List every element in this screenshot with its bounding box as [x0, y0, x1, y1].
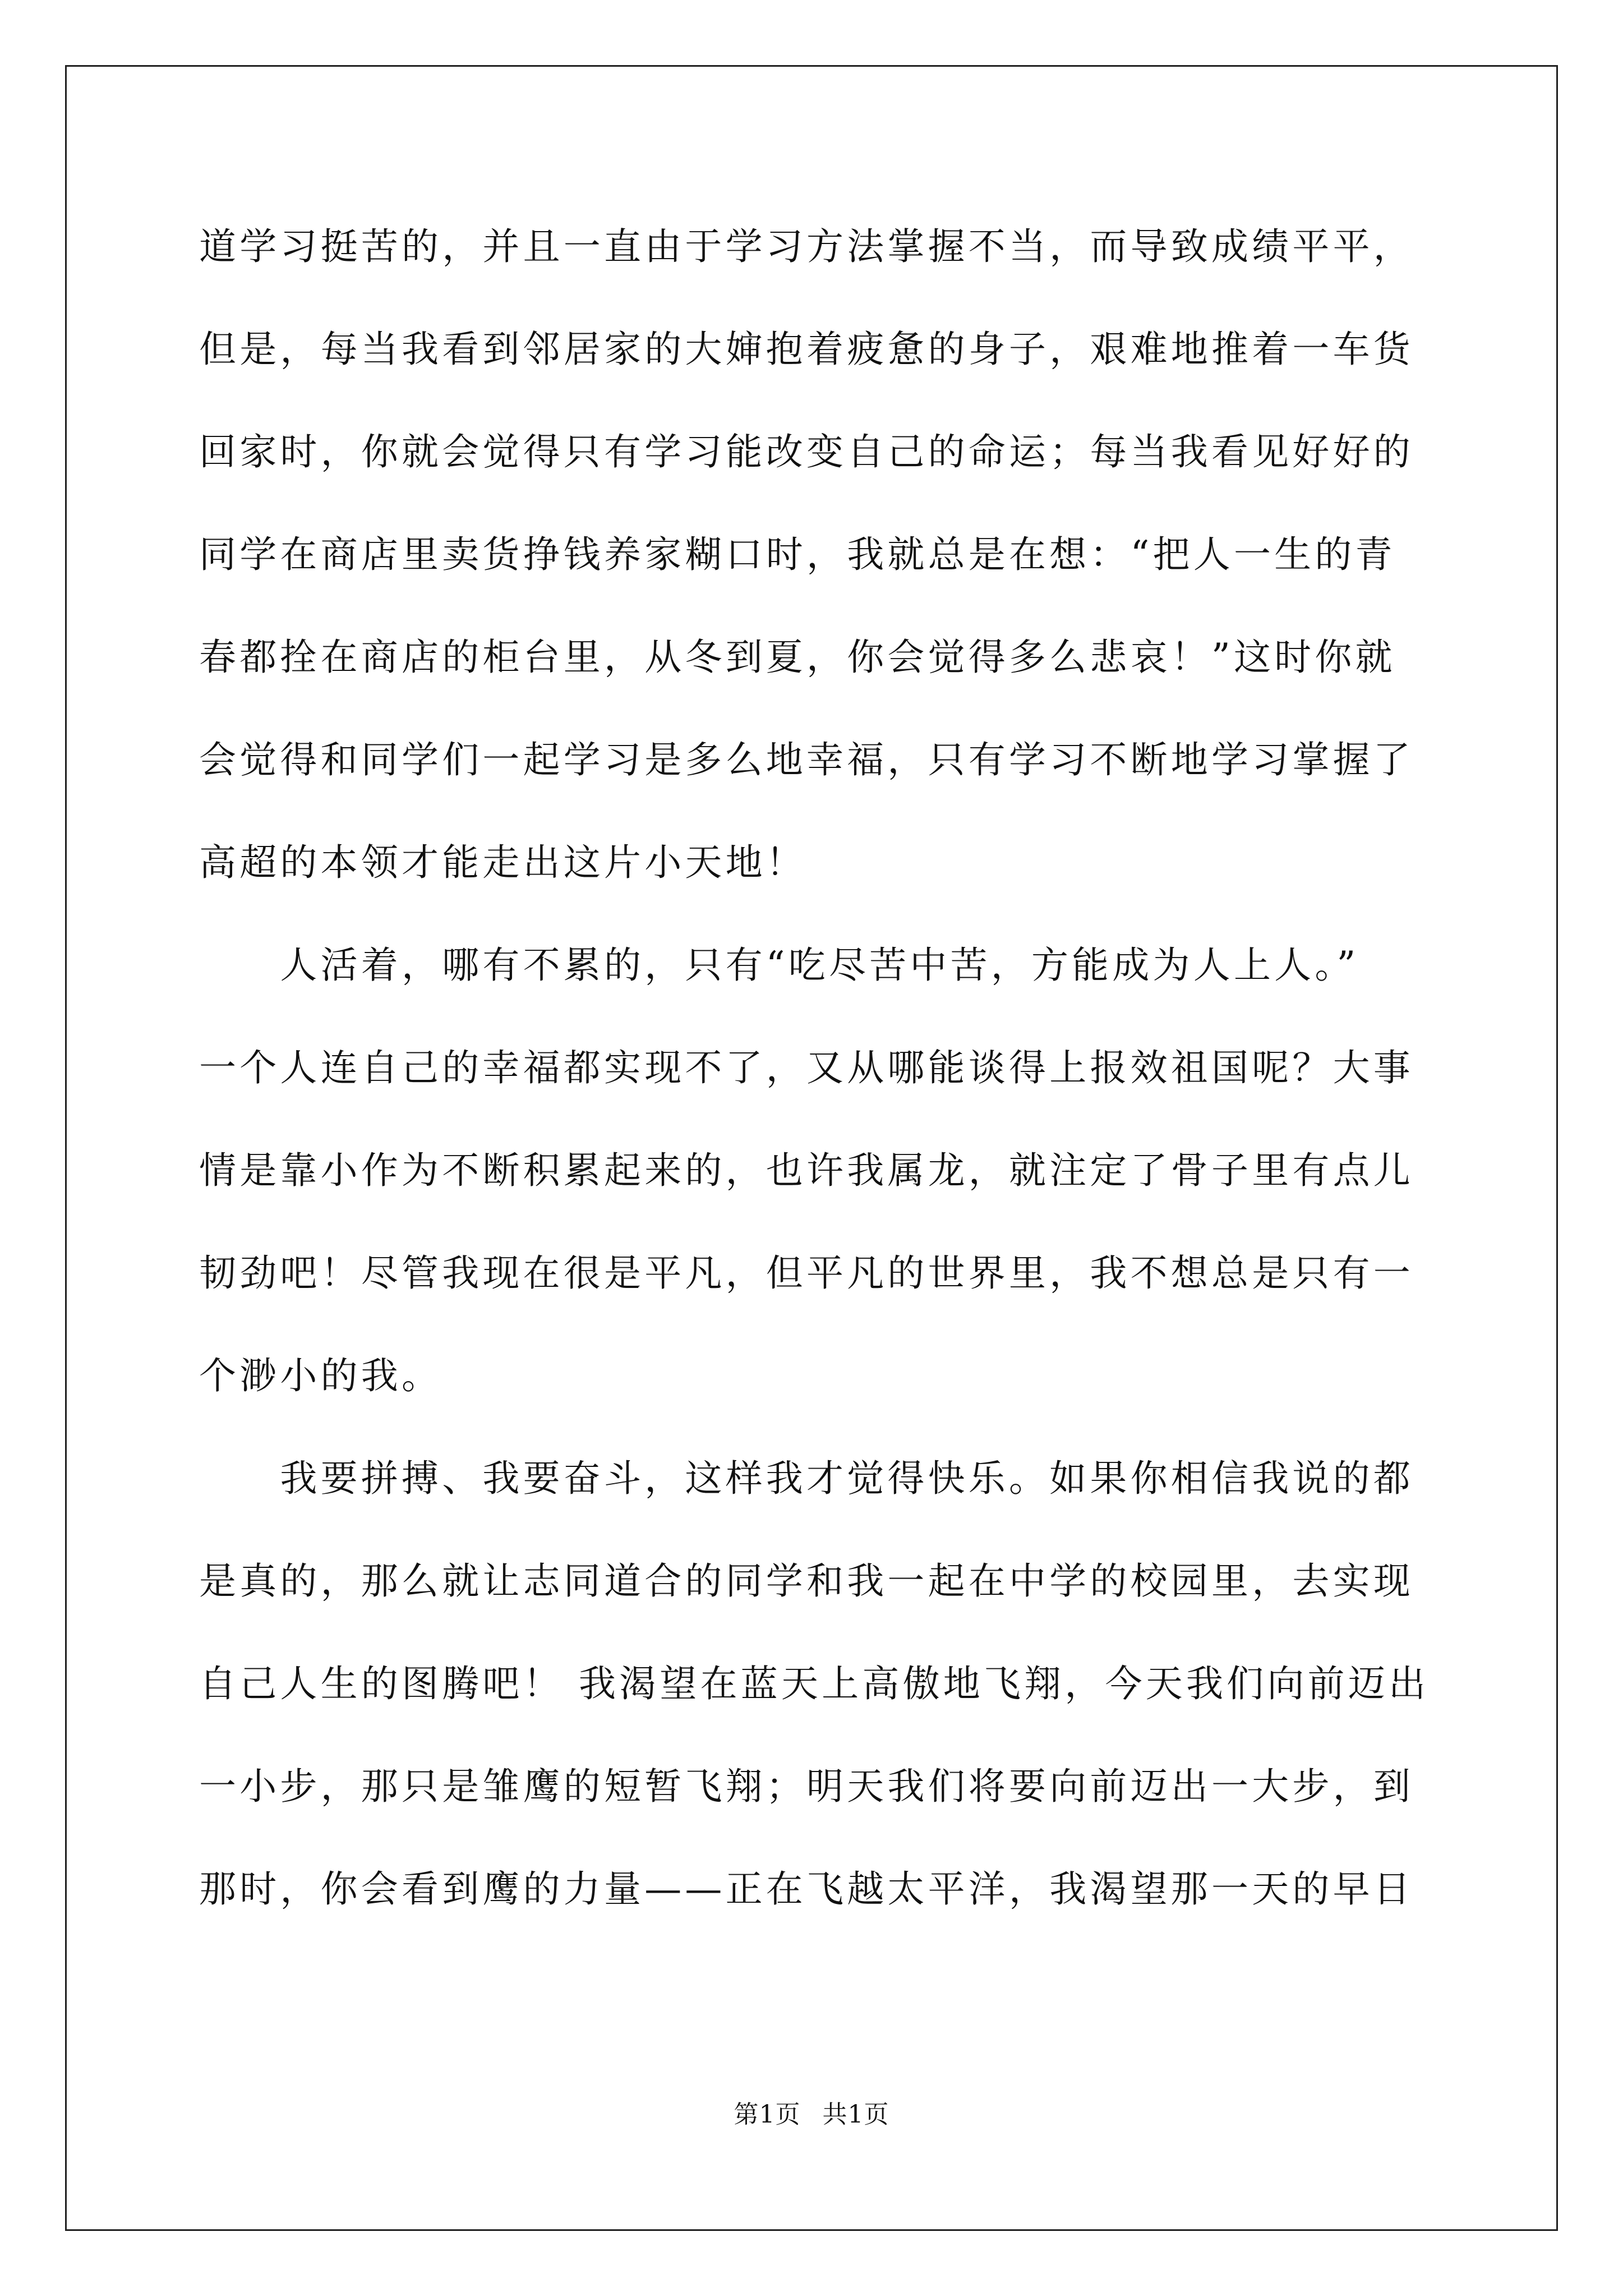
text-line: 人活着，哪有不累的，只有“吃尽苦中苦，方能成为人上人。”: [199, 944, 1359, 987]
text-line: 春都拴在商店的柜台里，从冬到夏，你会觉得多么悲哀！”这时你就: [199, 636, 1396, 679]
text-line: 情是靠小作为不断积累起来的，也许我属龙，就注定了骨子里有点儿: [199, 1149, 1414, 1192]
page-total: 共1页: [822, 2100, 889, 2129]
text-line: 我要拼搏、我要奋斗，这样我才觉得快乐。如果你相信我说的都: [199, 1457, 1414, 1500]
text-line: 一个人连自己的幸福都实现不了，又从哪能谈得上报效祖国呢？大事: [199, 1046, 1414, 1089]
text-line: 道学习挺苦的，并且一直由于学习方法掌握不当，而导致成绩平平，: [199, 225, 1414, 268]
text-line: 那时，你会看到鹰的力量——正在飞越太平洋，我渴望那一天的早日: [199, 1867, 1414, 1911]
text-line: 个渺小的我。: [199, 1354, 442, 1397]
text-line: 一小步，那只是雏鹰的短暂飞翔；明天我们将要向前迈出一大步，到: [199, 1765, 1414, 1808]
text-line: 自己人生的图腾吧！ 我渴望在蓝天上高傲地飞翔，今天我们向前迈出: [199, 1662, 1430, 1705]
text-line: 高超的本领才能走出这片小天地！: [199, 841, 806, 884]
text-line: 韧劲吧！尽管我现在很是平凡，但平凡的世界里，我不想总是只有一: [199, 1251, 1414, 1295]
page-number: 第1页: [734, 2100, 801, 2129]
text-line: 同学在商店里卖货挣钱养家糊口时，我就总是在想：“把人一生的青: [199, 533, 1396, 576]
text-line: 回家时，你就会觉得只有学习能改变自己的命运；每当我看见好好的: [199, 430, 1414, 473]
text-line: 但是，每当我看到邻居家的大婶抱着疲惫的身子，艰难地推着一车货: [199, 328, 1414, 371]
page-footer: [0, 2098, 1623, 2132]
text-line: 是真的，那么就让志同道合的同学和我一起在中学的校园里，去实现: [199, 1559, 1414, 1603]
text-line: 会觉得和同学们一起学习是多么地幸福，只有学习不断地学习掌握了: [199, 738, 1414, 781]
